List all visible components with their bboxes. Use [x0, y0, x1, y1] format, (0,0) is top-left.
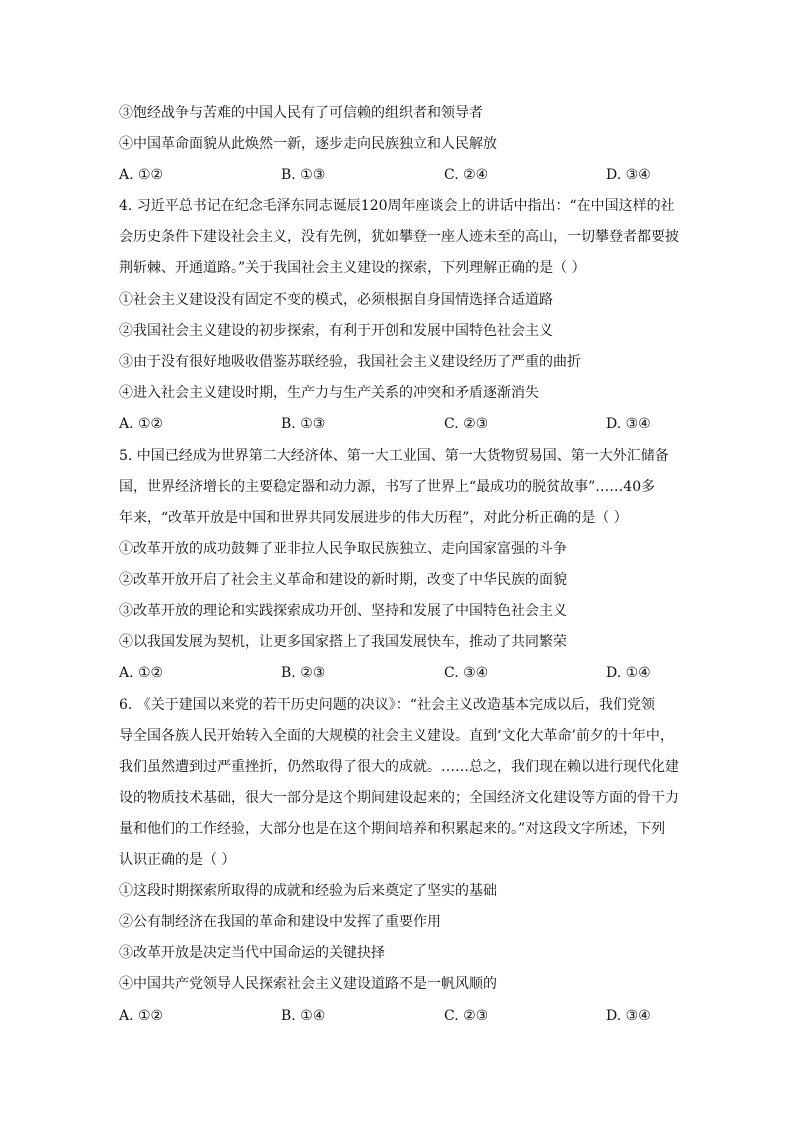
- q3-option-c: C. ②④: [444, 167, 489, 183]
- q4-option-d: D. ③④: [606, 416, 651, 432]
- q5-options: [119, 663, 679, 683]
- q3-option-b: B. ①③: [281, 167, 326, 183]
- q5-statement-3: ③改革开放的理论和实践探索成功开创、坚持和发展了中国特色社会主义: [119, 603, 567, 619]
- q5-stem-line-2: 国，世界经济增长的主要稳定器和动力源，书写了世界上“最成功的脱贫故事”……40多: [119, 479, 656, 495]
- q6-stem-line-5: 量和他们的工作经验，大部分也是在这个期间培养和积累起来的。”对这段文字所述，下列: [119, 821, 666, 837]
- q4-option-a: A. ①②: [119, 416, 164, 432]
- q5-option-c: C. ③④: [444, 665, 489, 681]
- q6-stem-line-1: 6. 《关于建国以来党的若干历史问题的决议》：“社会主义改造基本完成以后，我们党领: [119, 697, 655, 713]
- q5-stem-line-3: 年来，“改革开放是中国和世界共同发展进步的伟大历程”，对此分析正确的是（ ）: [119, 510, 628, 526]
- q6-stem-line-6: 认识正确的是（ ）: [119, 852, 236, 868]
- q6-statement-4: ④中国共产党领导人民探索社会主义建设道路不是一帆风顺的: [119, 976, 497, 992]
- q6-option-a: A. ①②: [119, 1008, 164, 1024]
- q5-option-d: D. ①④: [606, 665, 651, 681]
- q6-statement-2: ②公有制经济在我国的革命和建设中发挥了重要作用: [119, 914, 441, 930]
- q4-stem-line-1: 4. 习近平总书记在纪念毛泽东同志诞辰120周年座谈会上的讲话中指出：“在中国这样的社: [119, 198, 675, 214]
- q4-statement-1: ①社会主义建设没有固定不变的模式，必须根据自身国情选择合适道路: [119, 292, 553, 308]
- q4-stem-line-3: 荆斩棘、开通道路。”关于我国社会主义建设的探索，下列理解正确的是（ ）: [119, 260, 586, 276]
- q6-statement-3: ③改革开放是决定当代中国命运的关键抉择: [119, 945, 385, 961]
- q5-statement-4: ④以我国发展为契机，让更多国家搭上了我国发展快车，推动了共同繁荣: [119, 634, 567, 650]
- q4-statement-4: ④进入社会主义建设时期，生产力与生产关系的冲突和矛盾逐渐消失: [119, 385, 539, 401]
- q5-stem-line-1: 5. 中国已经成为世界第二大经济体、第一大工业国、第一大货物贸易国、第一大外汇储备: [119, 448, 669, 464]
- q6-statement-1: ①这段时期探索所取得的成就和经验为后来奠定了坚实的基础: [119, 883, 497, 899]
- q6-stem-line-3: 我们虽然遭到过严重挫折，仍然取得了很大的成就。……总之，我们现在赖以进行现代化建: [119, 759, 679, 775]
- q3-statement-3: ③饱经战争与苦难的中国人民有了可信赖的组织者和领导者: [119, 105, 483, 121]
- q6-option-d: D. ③④: [606, 1008, 651, 1024]
- q4-option-b: B. ①③: [281, 416, 326, 432]
- q4-option-c: C. ②③: [444, 416, 489, 432]
- q5-statement-1: ①改革开放的成功鼓舞了亚非拉人民争取民族独立、走向国家富强的斗争: [119, 541, 567, 557]
- q3-option-a: A. ①②: [119, 167, 164, 183]
- q6-option-c: C. ②③: [444, 1008, 489, 1024]
- q4-statement-2: ②我国社会主义建设的初步探索，有利于开创和发展中国特色社会主义: [119, 323, 553, 339]
- q3-option-d: D. ③④: [606, 167, 651, 183]
- q6-stem-line-2: 导全国各族人民开始转入全面的大规模的社会主义建设。直到‘文化大革命’前夕的十年中，: [119, 728, 674, 744]
- q4-options: [119, 414, 679, 434]
- q3-options: [119, 165, 679, 185]
- q6-option-b: B. ①④: [281, 1008, 326, 1024]
- q5-option-a: A. ①②: [119, 665, 164, 681]
- q5-option-b: B. ②③: [281, 665, 326, 681]
- q3-statement-4: ④中国革命面貌从此焕然一新，逐步走向民族独立和人民解放: [119, 136, 497, 152]
- q4-stem-line-2: 会历史条件下建设社会主义，没有先例，犹如攀登一座人迹未至的高山，一切攀登者都要披: [119, 229, 679, 245]
- q4-statement-3: ③由于没有很好地吸收借鉴苏联经验，我国社会主义建设经历了严重的曲折: [119, 354, 581, 370]
- q6-options: [119, 1006, 679, 1026]
- q5-statement-2: ②改革开放开启了社会主义革命和建设的新时期，改变了中华民族的面貌: [119, 572, 567, 588]
- q6-stem-line-4: 设的物质技术基础，很大一部分是这个期间建设起来的；全国经济文化建设等方面的骨干力: [119, 790, 679, 806]
